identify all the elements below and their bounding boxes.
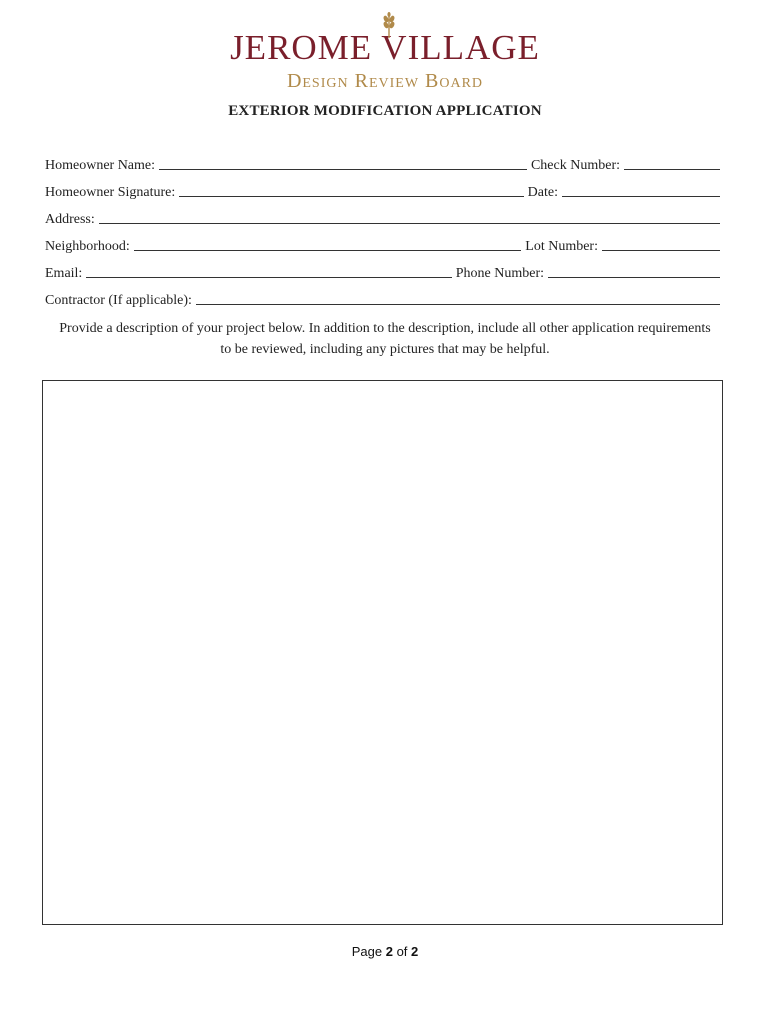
- page-of: of: [396, 944, 408, 959]
- lot-number-field[interactable]: [602, 239, 720, 251]
- homeowner-name-field[interactable]: [159, 158, 527, 170]
- check-number-label: Check Number:: [530, 158, 620, 173]
- row-neighborhood: [45, 239, 720, 255]
- row-email: [45, 266, 720, 282]
- email-label: Email:: [45, 266, 83, 281]
- row-homeowner-signature: [45, 185, 720, 201]
- contractor-label: Contractor (If applicable):: [45, 293, 192, 308]
- row-contractor: [45, 293, 720, 309]
- neighborhood-label: Neighborhood:: [45, 239, 130, 254]
- wheat-icon: [379, 12, 399, 38]
- logo-title-text: JEROME VILLAGE: [230, 28, 540, 67]
- homeowner-name-label: Homeowner Name:: [45, 158, 156, 173]
- logo-title: [230, 28, 540, 68]
- page-footer: [0, 944, 770, 959]
- neighborhood-field[interactable]: [134, 239, 522, 251]
- lot-number-label: Lot Number:: [525, 239, 598, 254]
- date-field[interactable]: [562, 185, 720, 197]
- check-number-field[interactable]: [624, 158, 720, 170]
- logo: [0, 14, 770, 92]
- phone-number-label: Phone Number:: [455, 266, 544, 281]
- address-field[interactable]: [99, 212, 720, 224]
- row-homeowner-name: [45, 158, 720, 174]
- date-label: Date:: [527, 185, 558, 200]
- phone-number-field[interactable]: [548, 266, 720, 278]
- page-total: 2: [411, 944, 419, 959]
- row-address: [45, 212, 720, 228]
- homeowner-signature-field[interactable]: [179, 185, 523, 197]
- project-description-box[interactable]: [42, 380, 723, 925]
- contractor-field[interactable]: [196, 293, 720, 305]
- instructions-text: Provide a description of your project below. In addition to the description, include all other application requirements to be reviewed, including any pictures that may be helpful.: [59, 321, 711, 357]
- address-label: Address:: [45, 212, 95, 227]
- homeowner-signature-label: Homeowner Signature:: [45, 185, 176, 200]
- email-field[interactable]: [86, 266, 451, 278]
- logo-subtitle: Design Review Board: [286, 70, 484, 92]
- page-label: Page: [351, 944, 383, 959]
- document-title: EXTERIOR MODIFICATION APPLICATION: [228, 103, 542, 119]
- page-current: 2: [385, 944, 393, 959]
